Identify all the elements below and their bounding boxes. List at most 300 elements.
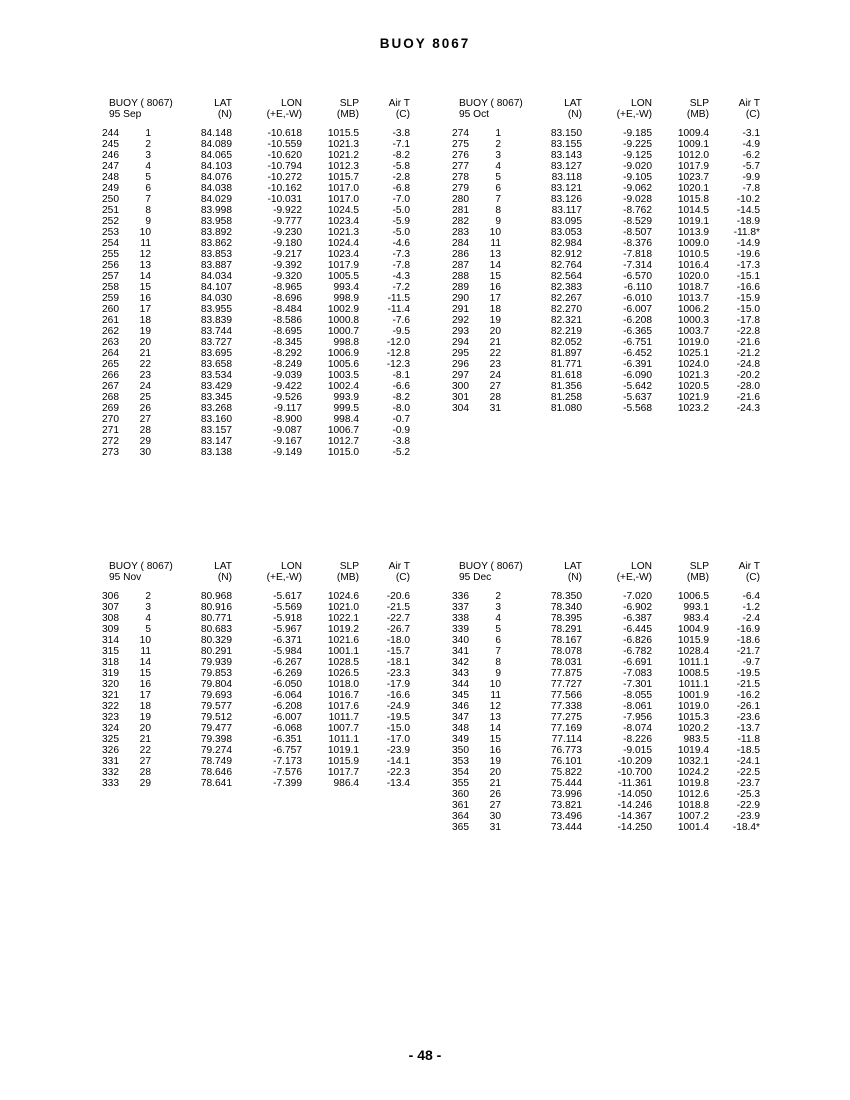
- latitude: 77.169: [550, 723, 582, 734]
- latitude: 83.157: [200, 425, 232, 436]
- longitude: -6.365: [623, 326, 652, 337]
- table-row: [448, 723, 808, 734]
- day-of-year: 273: [102, 447, 119, 458]
- sea-level-pressure: 1028.4: [677, 646, 709, 657]
- longitude: -10.559: [267, 139, 302, 150]
- sea-level-pressure: 1021.2: [327, 150, 359, 161]
- latitude: 84.148: [200, 128, 232, 139]
- air-temp-unit: (C): [745, 572, 760, 583]
- latitude: 79.693: [200, 690, 232, 701]
- longitude: -10.620: [267, 150, 302, 161]
- day-of-year: 323: [102, 712, 119, 723]
- air-temperature: -6.6: [392, 381, 410, 392]
- air-temperature: -18.0: [386, 635, 410, 646]
- month-label: 95 Oct: [459, 109, 490, 120]
- table-row: [98, 139, 458, 150]
- air-temperature: -7.3: [392, 249, 410, 260]
- air-temp-header: Air T: [738, 561, 760, 572]
- day-of-year: 276: [452, 150, 469, 161]
- longitude: -7.818: [623, 249, 652, 260]
- latitude: 84.065: [200, 150, 232, 161]
- air-temp-header: Air T: [388, 98, 410, 109]
- table-header: [98, 98, 458, 122]
- lat-unit: (N): [567, 572, 582, 583]
- table-row: [98, 172, 458, 183]
- air-temperature: -11.4: [387, 304, 410, 315]
- table-dec: [448, 561, 808, 833]
- longitude: -5.918: [273, 613, 302, 624]
- lat-unit: (N): [217, 572, 232, 583]
- sea-level-pressure: 993.9: [333, 392, 359, 403]
- sea-level-pressure: 1001.4: [677, 822, 709, 833]
- longitude: -8.061: [623, 701, 652, 712]
- sea-level-pressure: 1012.0: [677, 150, 709, 161]
- day-of-month: 6: [495, 183, 501, 194]
- air-temperature: -9.7: [742, 657, 760, 668]
- day-of-year: 269: [102, 403, 119, 414]
- table-row: [98, 646, 458, 657]
- air-temperature: -2.4: [742, 613, 760, 624]
- latitude: 78.167: [550, 635, 582, 646]
- air-temperature: -21.7: [736, 646, 760, 657]
- air-temperature: -15.0: [736, 304, 760, 315]
- day-of-year: 365: [452, 822, 469, 833]
- day-of-year: 282: [452, 216, 469, 227]
- day-of-month: 10: [489, 679, 501, 690]
- day-of-year: 293: [452, 326, 469, 337]
- air-temperature: -24.8: [736, 359, 760, 370]
- latitude: 79.477: [200, 723, 232, 734]
- sea-level-pressure: 1009.4: [677, 128, 709, 139]
- day-of-year: 265: [102, 359, 119, 370]
- sea-level-pressure: 983.5: [683, 734, 709, 745]
- air-temperature: -23.9: [736, 811, 760, 822]
- longitude: -8.292: [273, 348, 302, 359]
- sea-level-pressure: 983.4: [683, 613, 709, 624]
- day-of-month: 19: [489, 315, 501, 326]
- table-row: [98, 359, 458, 370]
- day-of-month: 24: [489, 370, 501, 381]
- latitude: 82.052: [550, 337, 582, 348]
- table-row: [448, 591, 808, 602]
- air-temperature: -22.5: [736, 767, 760, 778]
- sea-level-pressure: 998.8: [333, 337, 359, 348]
- table-row: [98, 425, 458, 436]
- latitude: 79.398: [200, 734, 232, 745]
- lon-unit: (+E,-W): [616, 572, 652, 583]
- day-of-year: 291: [452, 304, 469, 315]
- sea-level-pressure: 1024.5: [327, 205, 359, 216]
- latitude: 73.444: [550, 822, 582, 833]
- day-of-year: 308: [102, 613, 119, 624]
- longitude: -9.922: [273, 205, 302, 216]
- air-temperature: -11.8*: [733, 227, 760, 238]
- latitude: 83.998: [200, 205, 232, 216]
- longitude: -9.015: [623, 745, 652, 756]
- air-temperature: -24.3: [736, 403, 760, 414]
- latitude: 83.727: [200, 337, 232, 348]
- sea-level-pressure: 1026.5: [327, 668, 359, 679]
- longitude: -9.062: [623, 183, 652, 194]
- latitude: 79.939: [200, 657, 232, 668]
- day-of-month: 7: [495, 194, 501, 205]
- sea-level-pressure: 1021.3: [327, 227, 359, 238]
- day-of-month: 21: [489, 778, 501, 789]
- air-temperature: -22.9: [736, 800, 760, 811]
- table-row: [448, 789, 808, 800]
- longitude: -7.173: [273, 756, 302, 767]
- table-row: [448, 282, 808, 293]
- sea-level-pressure: 1001.9: [677, 690, 709, 701]
- table-row: [98, 624, 458, 635]
- day-of-year: 279: [452, 183, 469, 194]
- table-row: [98, 734, 458, 745]
- air-temperature: -8.0: [392, 403, 410, 414]
- longitude: -6.050: [273, 679, 302, 690]
- day-of-month: 20: [489, 767, 501, 778]
- day-of-year: 259: [102, 293, 119, 304]
- day-of-month: 27: [489, 800, 501, 811]
- air-temperature: -5.9: [392, 216, 410, 227]
- day-of-month: 9: [495, 668, 501, 679]
- day-of-month: 13: [139, 260, 151, 271]
- table-row: [448, 304, 808, 315]
- day-of-year: 270: [102, 414, 119, 425]
- latitude: 83.053: [550, 227, 582, 238]
- day-of-month: 11: [490, 238, 501, 249]
- day-of-month: 20: [139, 723, 151, 734]
- latitude: 83.534: [200, 370, 232, 381]
- sea-level-pressure: 1023.2: [677, 403, 709, 414]
- day-of-month: 10: [489, 227, 501, 238]
- table-row: [98, 690, 458, 701]
- air-temperature: -6.2: [742, 150, 760, 161]
- sea-level-pressure: 1007.7: [327, 723, 359, 734]
- day-of-month: 25: [139, 392, 151, 403]
- latitude: 83.429: [200, 381, 232, 392]
- slp-header: SLP: [689, 561, 709, 572]
- day-of-year: 338: [452, 613, 469, 624]
- day-of-month: 12: [489, 701, 501, 712]
- month-label: 95 Nov: [109, 572, 142, 583]
- lon-unit: (+E,-W): [266, 109, 302, 120]
- table-row: [98, 293, 458, 304]
- air-temperature: -4.9: [742, 139, 760, 150]
- latitude: 82.219: [550, 326, 582, 337]
- longitude: -6.064: [273, 690, 302, 701]
- sea-level-pressure: 1020.5: [677, 381, 709, 392]
- latitude: 81.356: [550, 381, 582, 392]
- day-of-month: 2: [145, 139, 151, 150]
- lat-header: LAT: [564, 561, 582, 572]
- table-row: [448, 767, 808, 778]
- air-temperature: -19.5: [386, 712, 410, 723]
- longitude: -10.162: [267, 183, 302, 194]
- air-temperature: -18.6: [736, 635, 760, 646]
- air-temperature: -5.7: [742, 161, 760, 172]
- sea-level-pressure: 1015.7: [327, 172, 359, 183]
- longitude: -9.526: [273, 392, 302, 403]
- table-row: [448, 238, 808, 249]
- table-row: [98, 602, 458, 613]
- day-of-month: 23: [489, 359, 501, 370]
- sea-level-pressure: 1009.1: [677, 139, 709, 150]
- sea-level-pressure: 1011.1: [678, 657, 709, 668]
- air-temperature: -20.2: [736, 370, 760, 381]
- day-of-month: 15: [139, 668, 151, 679]
- sea-level-pressure: 1002.4: [327, 381, 359, 392]
- air-temperature: -22.7: [386, 613, 410, 624]
- longitude: -9.117: [273, 403, 302, 414]
- table-row: [448, 624, 808, 635]
- latitude: 77.114: [551, 734, 582, 745]
- table-row: [98, 447, 458, 458]
- day-of-year: 321: [102, 690, 119, 701]
- day-of-year: 348: [452, 723, 469, 734]
- longitude: -6.090: [623, 370, 652, 381]
- day-of-month: 26: [489, 789, 501, 800]
- day-of-month: 16: [489, 745, 501, 756]
- air-temperature: -19.5: [736, 668, 760, 679]
- day-of-month: 11: [490, 690, 501, 701]
- longitude: -7.399: [273, 778, 302, 789]
- table-header: [448, 561, 808, 585]
- sea-level-pressure: 1015.5: [327, 128, 359, 139]
- sea-level-pressure: 1015.8: [677, 194, 709, 205]
- sea-level-pressure: 1021.6: [327, 635, 359, 646]
- air-temperature: -18.5: [736, 745, 760, 756]
- latitude: 73.821: [550, 800, 582, 811]
- table-row: [98, 613, 458, 624]
- day-of-year: 294: [452, 337, 469, 348]
- sea-level-pressure: 1011.1: [678, 679, 709, 690]
- day-of-month: 27: [139, 414, 151, 425]
- day-of-month: 26: [139, 403, 151, 414]
- day-of-month: 1: [495, 128, 501, 139]
- sea-level-pressure: 999.5: [333, 403, 359, 414]
- latitude: 83.695: [200, 348, 232, 359]
- latitude: 78.749: [200, 756, 232, 767]
- air-temperature: -21.6: [736, 337, 760, 348]
- day-of-year: 347: [452, 712, 469, 723]
- day-of-month: 10: [139, 227, 151, 238]
- air-temperature: -5.0: [392, 205, 410, 216]
- day-of-year: 263: [102, 337, 119, 348]
- lon-unit: (+E,-W): [266, 572, 302, 583]
- latitude: 83.138: [200, 447, 232, 458]
- day-of-month: 2: [495, 591, 501, 602]
- day-of-month: 21: [489, 337, 501, 348]
- day-of-year: 284: [452, 238, 469, 249]
- latitude: 80.771: [200, 613, 232, 624]
- table-row: [448, 183, 808, 194]
- day-of-year: 306: [102, 591, 119, 602]
- day-of-year: 364: [452, 811, 469, 822]
- air-temperature: -17.0: [386, 734, 410, 745]
- day-of-month: 20: [139, 337, 151, 348]
- table-row: [448, 249, 808, 260]
- air-temperature: -13.7: [736, 723, 760, 734]
- longitude: -9.422: [273, 381, 302, 392]
- sea-level-pressure: 1020.1: [677, 183, 709, 194]
- day-of-month: 14: [139, 657, 151, 668]
- longitude: -14.250: [617, 822, 652, 833]
- longitude: -6.351: [273, 734, 302, 745]
- day-of-year: 349: [452, 734, 469, 745]
- longitude: -6.757: [273, 745, 302, 756]
- month-label: 95 Dec: [459, 572, 492, 583]
- day-of-year: 246: [102, 150, 119, 161]
- latitude: 73.996: [550, 789, 582, 800]
- air-temperature: -6.4: [742, 591, 760, 602]
- sea-level-pressure: 1013.7: [677, 293, 709, 304]
- day-of-year: 337: [452, 602, 469, 613]
- sea-level-pressure: 1005.6: [327, 359, 359, 370]
- latitude: 83.958: [200, 216, 232, 227]
- day-of-month: 8: [495, 205, 501, 216]
- slp-header: SLP: [339, 98, 359, 109]
- latitude: 77.338: [550, 701, 582, 712]
- longitude: -6.826: [623, 635, 652, 646]
- day-of-year: 322: [102, 701, 119, 712]
- table-row: [98, 767, 458, 778]
- day-of-month: 7: [495, 646, 501, 657]
- table-row: [448, 712, 808, 723]
- day-of-year: 267: [102, 381, 119, 392]
- table-row: [448, 657, 808, 668]
- latitude: 83.147: [200, 436, 232, 447]
- sea-level-pressure: 1016.7: [327, 690, 359, 701]
- sea-level-pressure: 1006.9: [327, 348, 359, 359]
- day-of-month: 18: [139, 315, 151, 326]
- sea-level-pressure: 1011.1: [328, 734, 359, 745]
- air-temperature: -18.4*: [732, 822, 760, 833]
- sea-level-pressure: 1008.5: [677, 668, 709, 679]
- table-row: [98, 756, 458, 767]
- table-row: [98, 304, 458, 315]
- lat-unit: (N): [567, 109, 582, 120]
- sea-level-pressure: 1024.2: [677, 767, 709, 778]
- slp-unit: (MB): [686, 109, 709, 120]
- longitude: -14.050: [617, 789, 652, 800]
- air-temperature: -7.0: [392, 194, 410, 205]
- table-row: [448, 756, 808, 767]
- longitude: -5.569: [273, 602, 302, 613]
- day-of-month: 28: [139, 425, 151, 436]
- day-of-month: 11: [140, 238, 151, 249]
- table-row: [448, 370, 808, 381]
- air-temperature: -15.0: [386, 723, 410, 734]
- day-of-month: 2: [145, 591, 151, 602]
- table-row: [448, 150, 808, 161]
- longitude: -7.083: [623, 668, 652, 679]
- longitude: -6.267: [273, 657, 302, 668]
- latitude: 82.267: [550, 293, 582, 304]
- day-of-month: 20: [489, 326, 501, 337]
- day-of-month: 3: [495, 602, 501, 613]
- latitude: 81.897: [550, 348, 582, 359]
- longitude: -7.314: [623, 260, 652, 271]
- longitude: -9.217: [273, 249, 302, 260]
- buoy-label: BUOY ( 8067): [459, 98, 523, 109]
- air-temperature: -3.1: [742, 128, 760, 139]
- day-of-year: 274: [452, 128, 469, 139]
- day-of-month: 4: [495, 613, 501, 624]
- sea-level-pressure: 1032.1: [677, 756, 709, 767]
- air-temperature: -8.2: [392, 150, 410, 161]
- latitude: 84.103: [200, 161, 232, 172]
- day-of-month: 30: [489, 811, 501, 822]
- table-row: [448, 260, 808, 271]
- lon-header: LON: [631, 98, 652, 109]
- latitude: 77.727: [550, 679, 582, 690]
- day-of-year: 252: [102, 216, 119, 227]
- air-temperature: -7.1: [392, 139, 410, 150]
- longitude: -9.167: [273, 436, 302, 447]
- table-row: [98, 326, 458, 337]
- air-temperature: -4.3: [392, 271, 410, 282]
- day-of-year: 300: [452, 381, 469, 392]
- latitude: 82.912: [550, 249, 582, 260]
- longitude: -6.010: [623, 293, 652, 304]
- day-of-year: 250: [102, 194, 119, 205]
- day-of-year: 339: [452, 624, 469, 635]
- latitude: 82.270: [550, 304, 582, 315]
- day-of-month: 28: [489, 392, 501, 403]
- table-body: [448, 128, 808, 414]
- air-temperature: -19.6: [736, 249, 760, 260]
- latitude: 83.143: [550, 150, 582, 161]
- air-temperature: -25.3: [736, 789, 760, 800]
- sea-level-pressure: 1017.9: [327, 260, 359, 271]
- lon-header: LON: [281, 561, 302, 572]
- sea-level-pressure: 1020.0: [677, 271, 709, 282]
- table-row: [448, 734, 808, 745]
- day-of-month: 9: [495, 216, 501, 227]
- sea-level-pressure: 1023.4: [327, 216, 359, 227]
- table-row: [98, 403, 458, 414]
- day-of-month: 3: [145, 150, 151, 161]
- day-of-year: 320: [102, 679, 119, 690]
- page-title: BUOY 8067: [379, 36, 471, 51]
- day-of-year: 272: [102, 436, 119, 447]
- day-of-month: 29: [139, 436, 151, 447]
- longitude: -6.208: [273, 701, 302, 712]
- air-temperature: -14.1: [386, 756, 410, 767]
- day-of-year: 271: [102, 425, 119, 436]
- latitude: 81.771: [550, 359, 582, 370]
- day-of-year: 361: [452, 800, 469, 811]
- sea-level-pressure: 1011.7: [328, 712, 359, 723]
- day-of-year: 301: [452, 392, 469, 403]
- longitude: -9.180: [273, 238, 302, 249]
- day-of-month: 13: [489, 712, 501, 723]
- air-temp-unit: (C): [395, 109, 410, 120]
- sea-level-pressure: 1014.5: [677, 205, 709, 216]
- air-temperature: -3.8: [392, 128, 410, 139]
- air-temperature: -26.1: [736, 701, 760, 712]
- table-row: [98, 436, 458, 447]
- day-of-month: 17: [139, 690, 151, 701]
- day-of-month: 27: [139, 756, 151, 767]
- sea-level-pressure: 1022.1: [327, 613, 359, 624]
- table-row: [98, 238, 458, 249]
- sea-level-pressure: 1021.3: [677, 370, 709, 381]
- air-temperature: -17.3: [736, 260, 760, 271]
- air-temperature: -14.9: [736, 238, 760, 249]
- longitude: -8.055: [623, 690, 652, 701]
- day-of-year: 249: [102, 183, 119, 194]
